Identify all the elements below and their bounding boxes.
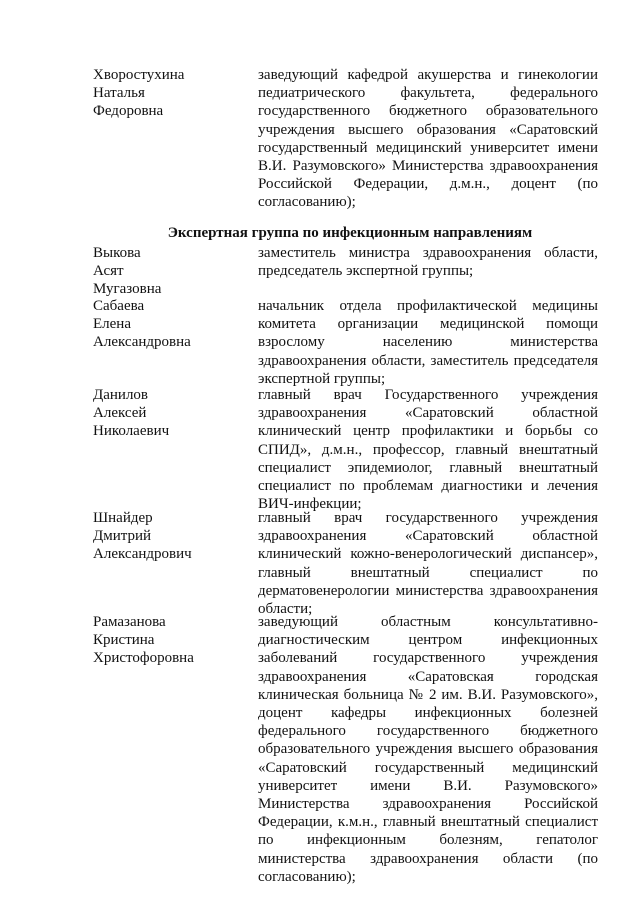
surname: Шнайдер bbox=[93, 510, 153, 526]
first-name: Алексей bbox=[93, 405, 147, 422]
position-line: государственный медицинский университет имени bbox=[258, 139, 598, 156]
position-line: СПИД», д.м.н., профессор, главный внештатный bbox=[258, 441, 598, 458]
position-line: взрослому населению министерства bbox=[258, 334, 598, 351]
position-line: клинический центр профилактики и борьбы со bbox=[258, 423, 598, 440]
position-line: диагностическим центром инфекционных bbox=[258, 632, 598, 649]
member-position bbox=[258, 297, 598, 388]
position-line: педиатрического факультета, федерального bbox=[258, 85, 598, 102]
patronymic: Христофоровна bbox=[93, 650, 194, 667]
position-line: главный внештатный специалист по bbox=[258, 564, 598, 581]
position-line: государственного бюджетного образовательного bbox=[258, 103, 598, 120]
position-line: заболеваний государственного учреждения bbox=[258, 650, 598, 667]
member-position bbox=[258, 386, 598, 513]
position-line: по инфекционным болезням, гепатолог bbox=[258, 832, 598, 849]
position-line: председатель экспертной группы; bbox=[258, 263, 474, 280]
position-line: главный врач Государственного учреждения bbox=[258, 387, 598, 403]
position-line: министерства здравоохранения области (по bbox=[258, 850, 598, 867]
member-name bbox=[93, 66, 243, 121]
position-line: заведующий кафедрой акушерства и гинекологии bbox=[258, 67, 598, 83]
member-name bbox=[93, 386, 243, 441]
surname: Сабаева bbox=[93, 298, 145, 314]
position-line: доцент кафедры инфекционных болезней bbox=[258, 705, 598, 722]
position-line: В.И. Разумовского» Министерства здравоохранения bbox=[258, 158, 598, 175]
position-line: здравоохранения «Саратовский областной bbox=[258, 405, 598, 422]
position-line: Федерации, к.м.н., главный внештатный специалист bbox=[258, 814, 598, 831]
surname: Хворостухина bbox=[93, 67, 185, 83]
member-position bbox=[258, 509, 598, 618]
first-name: Елена bbox=[93, 316, 131, 333]
member-name bbox=[93, 509, 243, 564]
member-name bbox=[93, 613, 243, 668]
surname: Рамазанова bbox=[93, 614, 166, 630]
member-name bbox=[93, 244, 243, 299]
patronymic: Мугазовна bbox=[93, 281, 162, 298]
position-line: специалист эпидемиолог, главный внештатный bbox=[258, 459, 598, 476]
first-name: Кристина bbox=[93, 632, 155, 649]
position-line: учреждения высшего образования «Саратовский bbox=[258, 121, 598, 138]
member-position bbox=[258, 66, 598, 212]
patronymic: Александровна bbox=[93, 334, 191, 351]
patronymic: Александрович bbox=[93, 546, 192, 563]
position-line: «Саратовский государственный медицинский bbox=[258, 759, 598, 776]
position-line: согласованию); bbox=[258, 868, 356, 885]
position-line: здравоохранения области, заместитель председателя bbox=[258, 352, 598, 369]
member-name bbox=[93, 297, 243, 352]
position-line: специалист по проблемам диагностики и лечения bbox=[258, 478, 598, 495]
position-line: ВИЧ-инфекции; bbox=[258, 496, 362, 513]
patronymic: Федоровна bbox=[93, 103, 164, 120]
position-line: федерального государственного бюджетного bbox=[258, 723, 598, 740]
first-name: Наталья bbox=[93, 85, 145, 102]
position-line: области; bbox=[258, 601, 313, 618]
position-line: начальник отдела профилактической медицины bbox=[258, 298, 598, 314]
position-line: комитета организации медицинской помощи bbox=[258, 316, 598, 333]
position-line: университет имени В.И. Разумовского» bbox=[258, 777, 598, 794]
position-line: здравоохранения «Саратовская городская bbox=[258, 668, 598, 685]
first-name: Дмитрий bbox=[93, 528, 152, 545]
position-line: заведующий областным консультативно- bbox=[258, 614, 598, 630]
position-line: главный врач государственного учреждения bbox=[258, 510, 598, 526]
position-line: заместитель министра здравоохранения области, bbox=[258, 245, 598, 261]
member-position bbox=[258, 613, 598, 886]
position-line: клинический кожно-венерологический диспансер», bbox=[258, 546, 598, 563]
patronymic: Николаевич bbox=[93, 423, 170, 440]
position-line: дерматовенерологии министерства здравоохранения bbox=[258, 582, 598, 599]
position-line: согласованию); bbox=[258, 194, 356, 211]
position-line: Российской Федерации, д.м.н., доцент (по bbox=[258, 176, 598, 193]
surname: Данилов bbox=[93, 387, 149, 403]
position-line: клиническая больница № 2 им. В.И. Разумовского», bbox=[258, 686, 598, 703]
position-line: Министерства здравоохранения Российской bbox=[258, 796, 598, 813]
surname: Выкова bbox=[93, 245, 141, 261]
section-heading: Экспертная группа по инфекционным направлениям bbox=[167, 225, 533, 241]
position-line: образовательного учреждения высшего образования bbox=[258, 741, 598, 758]
position-line: здравоохранения «Саратовский областной bbox=[258, 528, 598, 545]
member-position bbox=[258, 244, 598, 280]
position-line: экспертной группы; bbox=[258, 370, 386, 387]
first-name: Асят bbox=[93, 263, 124, 280]
